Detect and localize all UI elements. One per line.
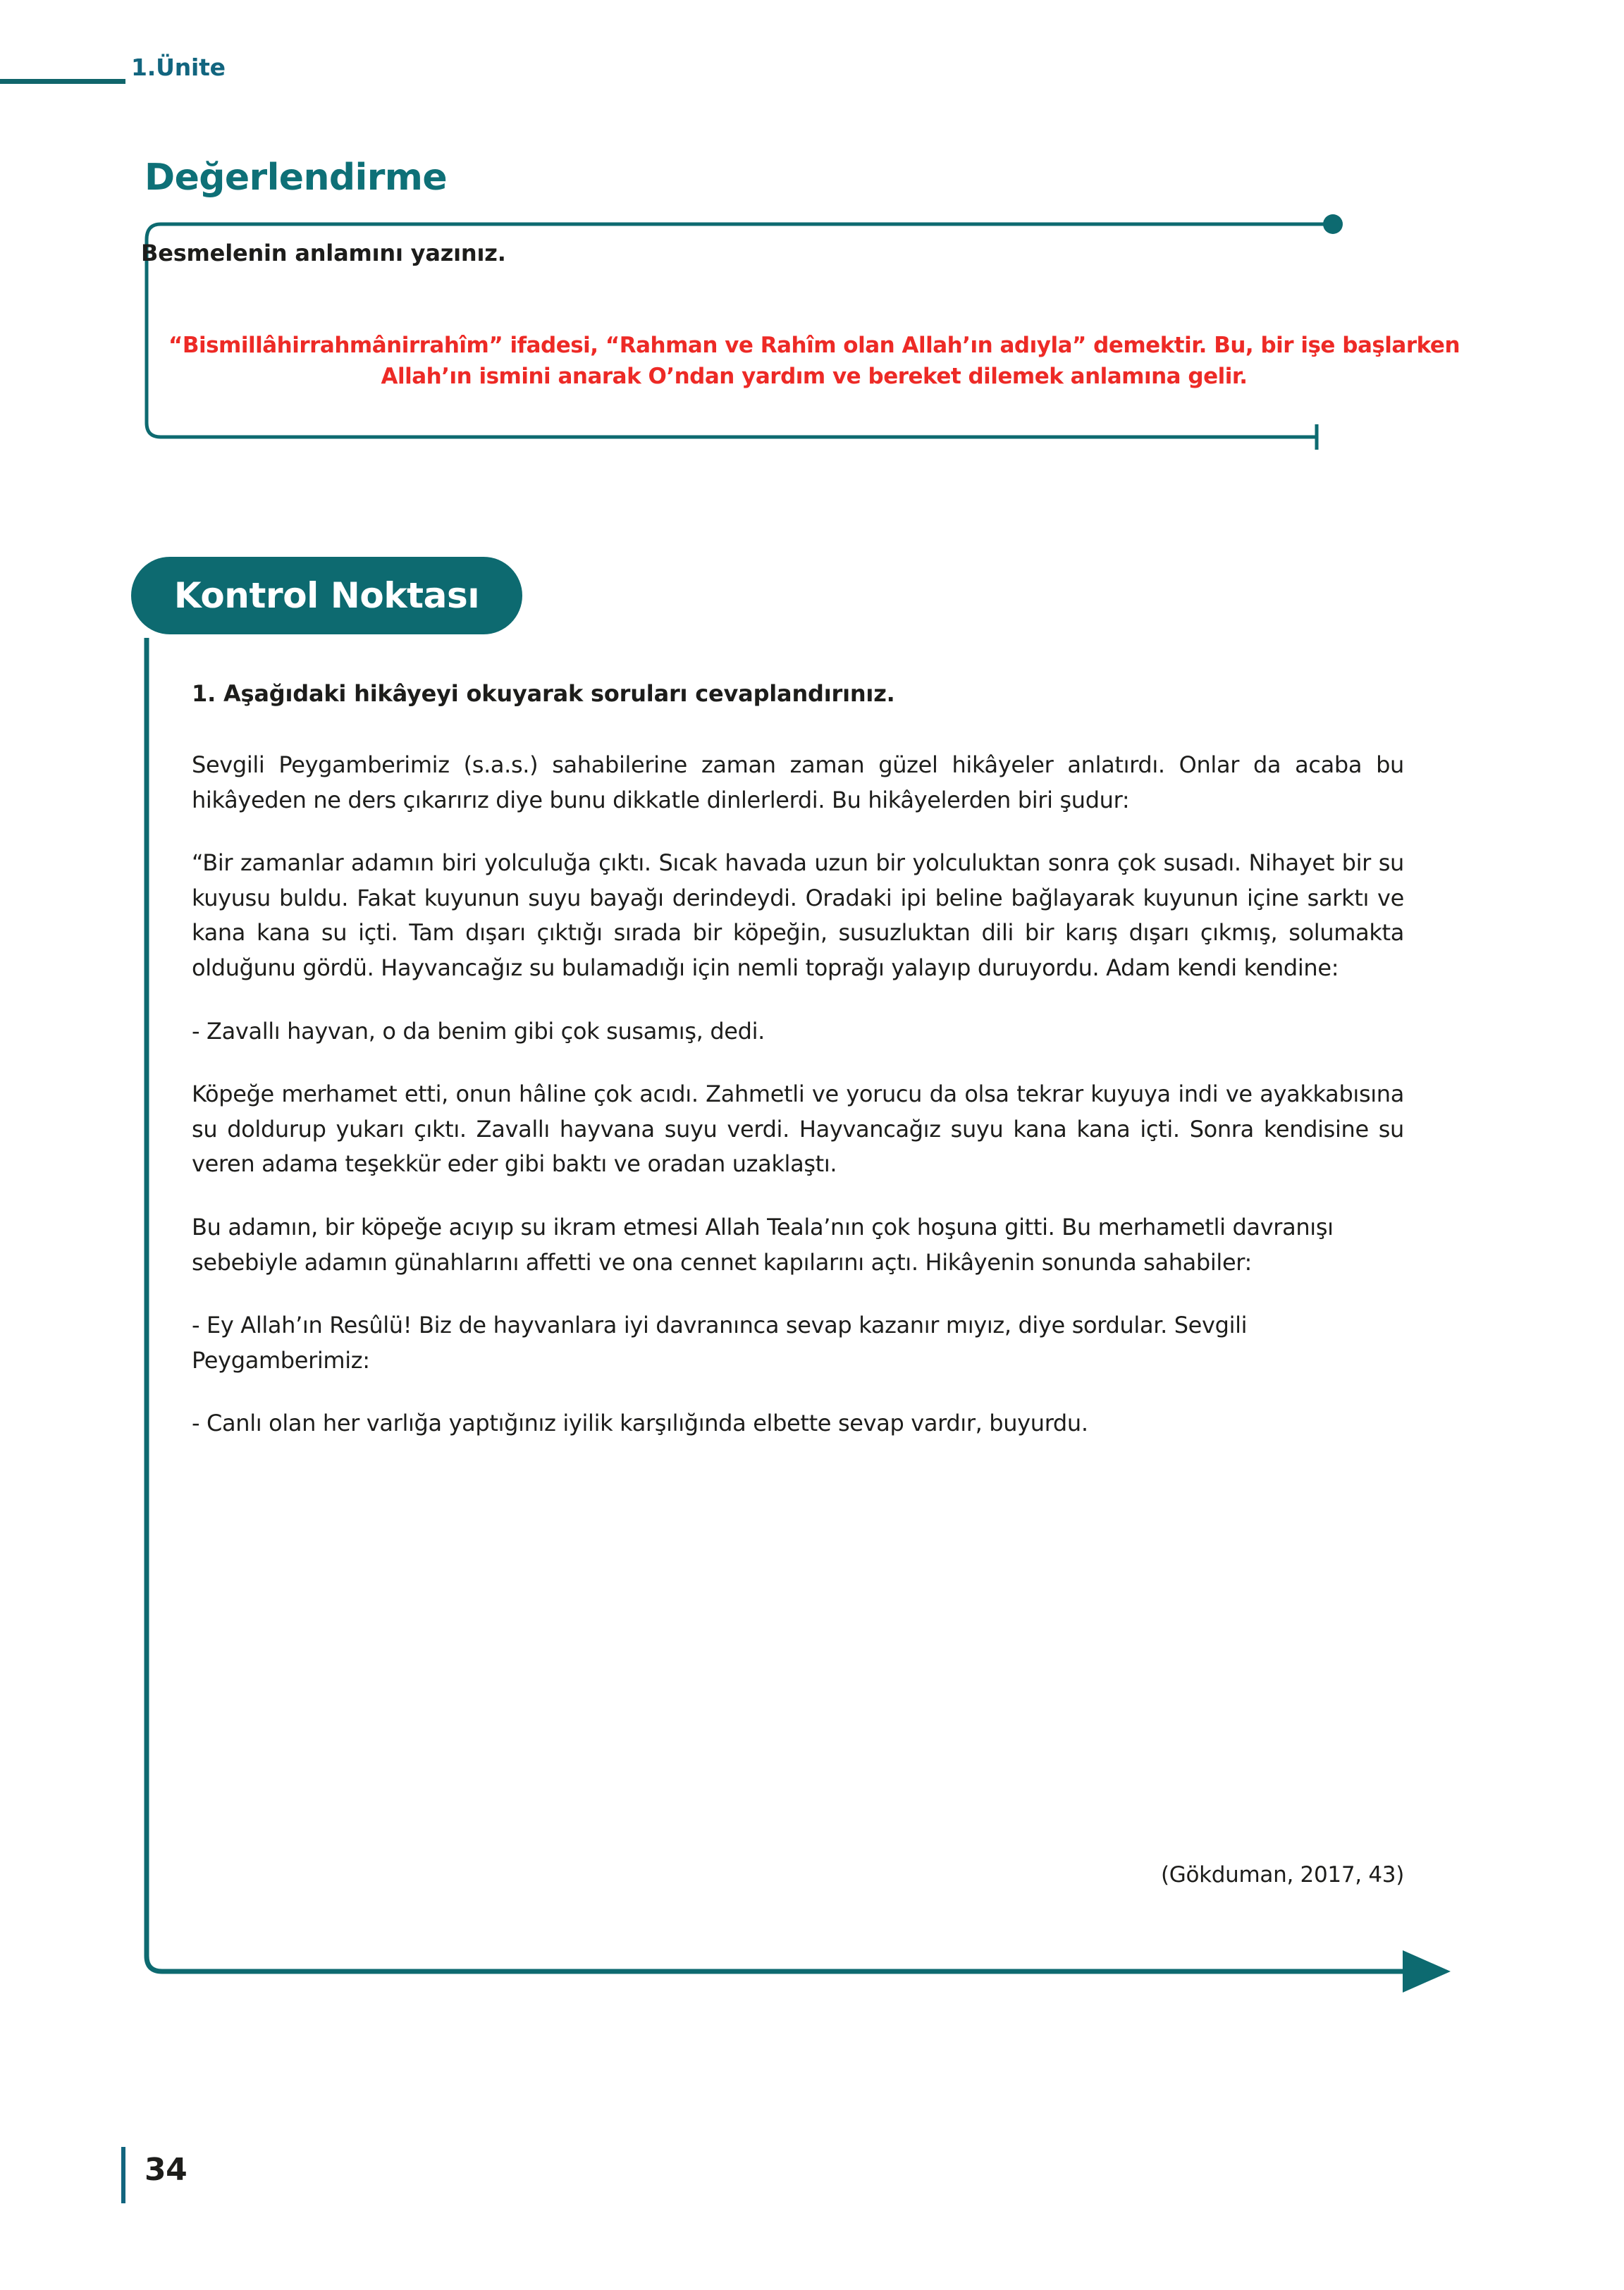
folio-rule xyxy=(121,2147,125,2203)
story-paragraph: Sevgili Peygamberimiz (s.a.s.) sahabilerine zaman zaman güzel hikâyeler anlatırdı. Onlar da acaba bu hikâyeden ne ders çıkarırız diye bunu dikkatle dinlerlerdi. Bu hikâyelerden biri şudur: xyxy=(192,751,1404,813)
story-paragraph: - Canlı olan her varlığa yaptığınız iyilik karşılığında elbette sevap vardır, buyurdu. xyxy=(192,1410,1088,1437)
source-citation: (Gökduman, 2017, 43) xyxy=(1160,1862,1404,1888)
header-unit-label: 1.Ünite xyxy=(131,54,226,81)
evaluation-title: Değerlendirme xyxy=(144,156,448,199)
checkpoint-tab-label: Kontrol Noktası xyxy=(173,575,480,616)
header-rule xyxy=(0,79,125,84)
evaluation-answer: “Bismillâhirrahmânirrahîm” ifadesi, “Rahman ve Rahîm olan Allah’ın adıyla” demektir. Bu, bir işe başlarken Allah’ın ismini anarak O’ndan yardım ve bereket dilemek anlamına gelir. xyxy=(168,333,1460,390)
checkpoint-question: 1. Aşağıdaki hikâyeyi okuyarak soruları cevaplandırınız. xyxy=(192,680,895,707)
story-paragraph: “Bir zamanlar adamın biri yolculuğa çıktı. Sıcak havada uzun bir yolculuktan sonra çok susadı. Nihayet bir su kuyusu buldu. Fakat kuyunun suyu bayağı derindeydi. Oradaki ipi beline bağlayarak kuyunun içine sarktı ve kana kana su içti. Tam dışarı çıktığı sırada bir köpeğin, susuzluktan dili bir karış dışarı çıkmış, solumakta olduğunu gördü. Hayvancağız su bulamadığı için nemli toprağı yalayıp duruyordu. Adam kendi kendine: xyxy=(192,849,1404,981)
page-number: 34 xyxy=(144,2152,187,2188)
checkpoint-body xyxy=(192,680,1404,1441)
story-paragraph: Köpeğe merhamet etti, onun hâline çok acıdı. Zahmetli ve yorucu da olsa tekrar kuyuya indi ve ayakkabısına su doldurup yukarı çıktı. Zavallı hayvana suyu verdi. Hayvancağız suyu kana kana içti. Sonra kendisine su veren adama teşekkür eder gibi baktı ve oradan uzaklaştı. xyxy=(192,1081,1404,1178)
story-paragraph: - Ey Allah’ın Resûlü! Biz de hayvanlara iyi davranınca sevap kazanır mıyız, diye sordular. Sevgili Peygamberimiz: xyxy=(192,1312,1248,1374)
story-paragraph: Bu adamın, bir köpeğe acıyıp su ikram etmesi Allah Teala’nın çok hoşuna gitti. Bu merhametli davranışı sebebiyle adamın günahlarını affetti ve ona cennet kapılarını açtı. Hikâyenin sonunda sahabiler: xyxy=(192,1213,1334,1276)
story-paragraph: - Zavallı hayvan, o da benim gibi çok susamış, dedi. xyxy=(192,1017,765,1045)
evaluation-question: Besmelenin anlamını yazınız. xyxy=(141,240,506,266)
